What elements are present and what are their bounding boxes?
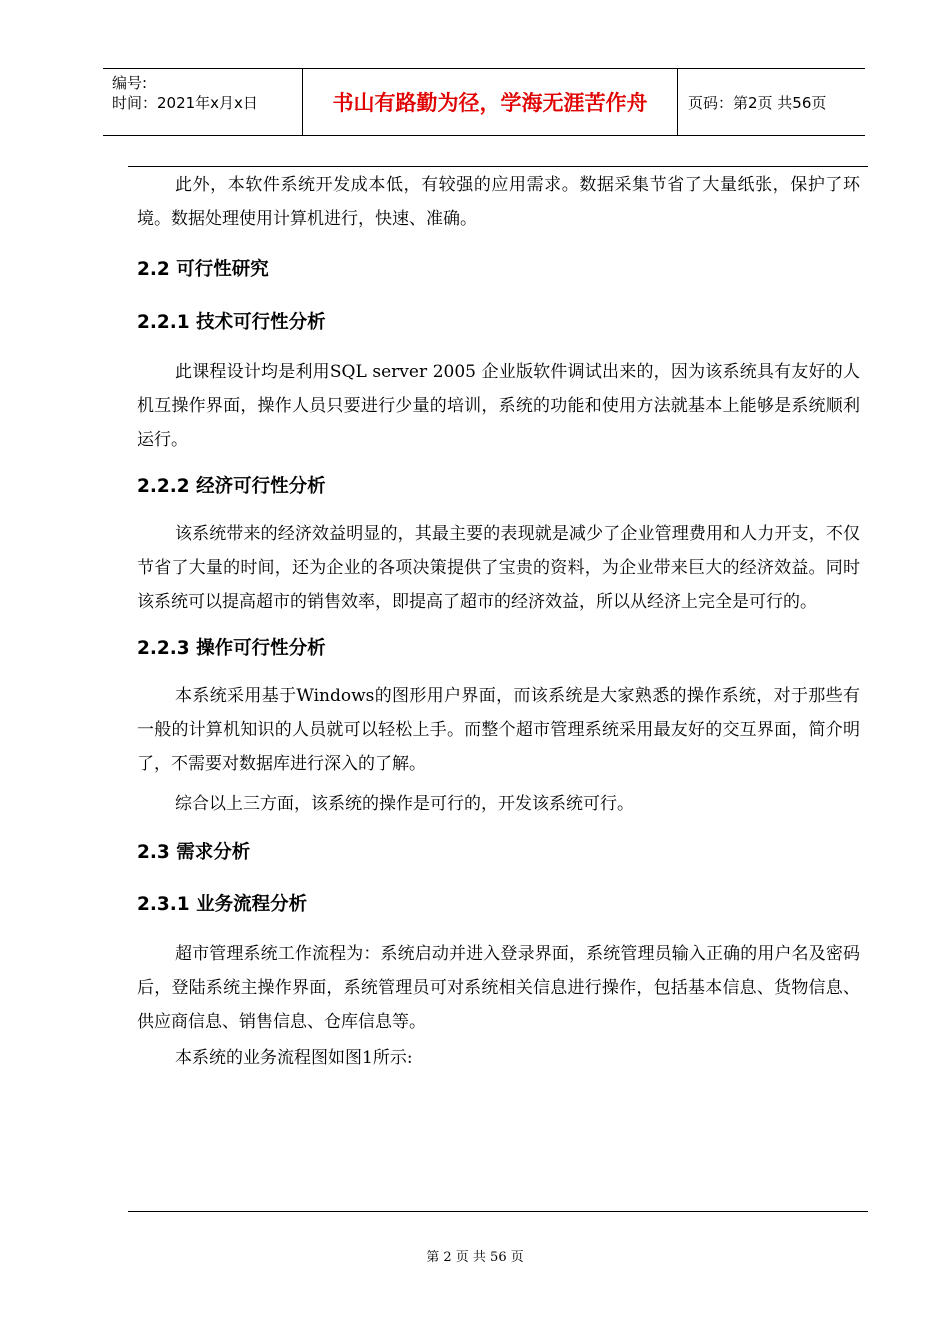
header-meta xyxy=(103,69,303,135)
header-time-label: 时间：2021年x月x日 xyxy=(112,94,258,112)
heading-2-3: 2.3 需求分析 xyxy=(137,842,251,863)
paragraph-intro: 此外，本软件系统开发成本低，有较强的应用需求。数据采集节省了大量纸张，保护了环境。数据处理使用计算机进行，快速、准确。 xyxy=(137,175,860,229)
page-header xyxy=(103,68,865,136)
heading-2-2-1: 2.2.1 技术可行性分析 xyxy=(137,312,326,333)
heading-2-2: 2.2 可行性研究 xyxy=(137,259,269,280)
header-motto: 书山有路勤为径，学海无涯苦作舟 xyxy=(303,69,678,135)
header-number-label: 编号: xyxy=(112,74,148,92)
heading-2-2-2: 2.2.2 经济可行性分析 xyxy=(137,476,326,497)
paragraph-figure-ref: 本系统的业务流程图如图1所示: xyxy=(175,1048,413,1068)
top-divider xyxy=(128,166,868,167)
paragraph-economic: 该系统带来的经济效益明显的，其最主要的表现就是减少了企业管理费用和人力开支，不仅节省了大量的时间，还为企业的各项决策提供了宝贵的资料，为企业带来巨大的经济效益。同时该系统可以提高超市的销售效率，即提高了超市的经济效益，所以从经济上完全是可行的。 xyxy=(137,524,860,612)
heading-2-2-3: 2.2.3 操作可行性分析 xyxy=(137,638,326,659)
document-body xyxy=(137,168,860,1075)
header-page-code: 页码：第2页 共56页 xyxy=(688,93,827,112)
page-footer: 第 2 页 共 56 页 xyxy=(426,1250,524,1265)
heading-2-3-1: 2.3.1 业务流程分析 xyxy=(137,894,308,915)
paragraph-operational: 本系统采用基于Windows的图形用户界面，而该系统是大家熟悉的操作系统，对于那些有一般的计算机知识的人员就可以轻松上手。而整个超市管理系统采用最友好的交互界面，简介明了，不需要对数据库进行深入的了解。 xyxy=(137,686,860,774)
bottom-divider xyxy=(128,1211,868,1212)
paragraph-technical: 此课程设计均是利用SQL server 2005 企业版软件调试出来的，因为该系统具有友好的人机互操作界面，操作人员只要进行少量的培训，系统的功能和使用方法就基本上能够是系统顺利运行。 xyxy=(137,362,860,450)
paragraph-workflow: 超市管理系统工作流程为：系统启动并进入登录界面，系统管理员输入正确的用户名及密码后，登陆系统主操作界面，系统管理员可对系统相关信息进行操作，包括基本信息、货物信息、供应商信息、销售信息、仓库信息等。 xyxy=(137,944,860,1032)
paragraph-summary: 综合以上三方面，该系统的操作是可行的，开发该系统可行。 xyxy=(175,794,634,814)
